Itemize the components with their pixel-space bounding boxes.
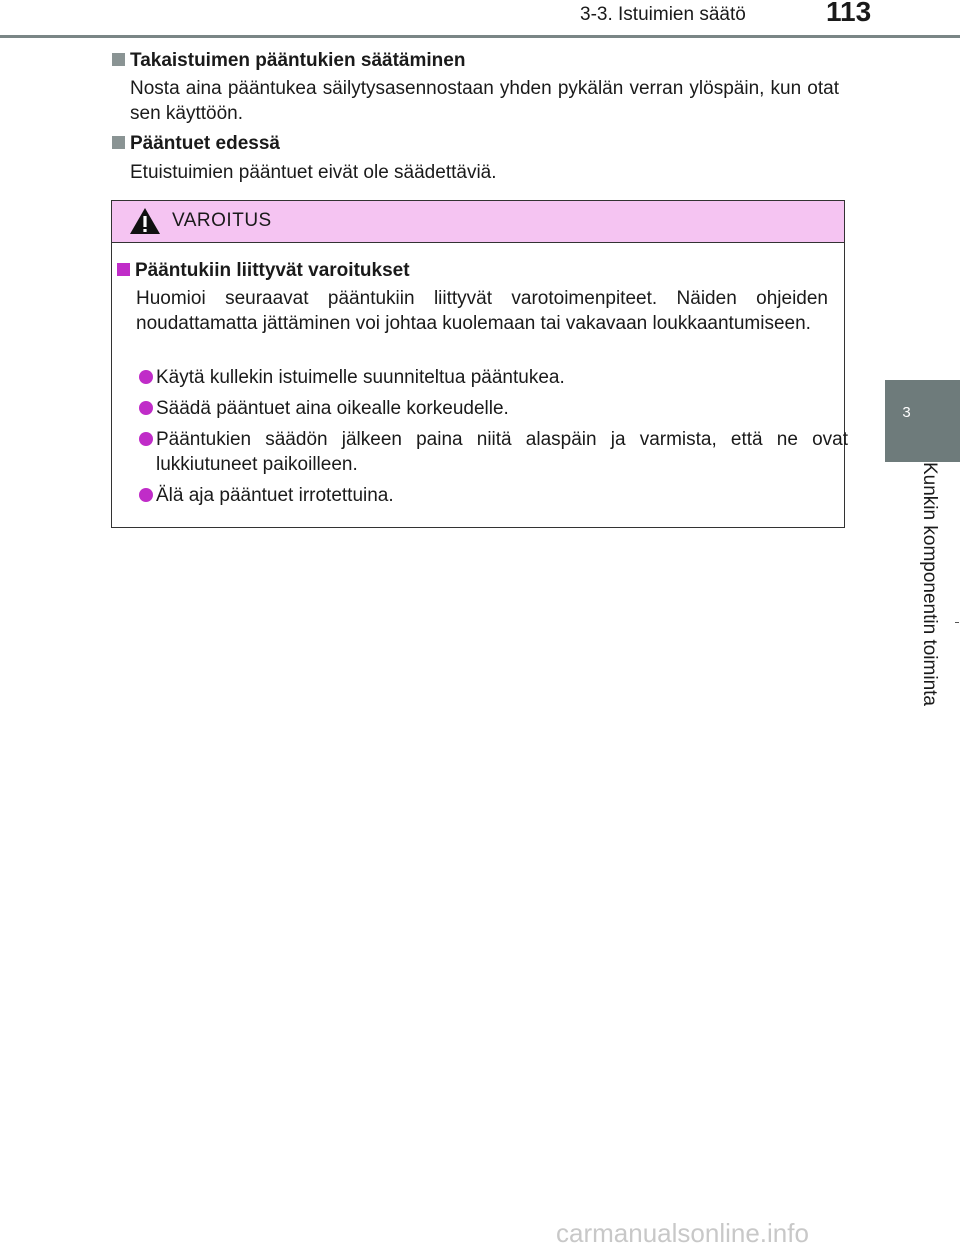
square-bullet-icon bbox=[117, 263, 130, 276]
warning-subheading-text: Pääntukiin liittyvät varoitukset bbox=[135, 260, 410, 281]
warning-box bbox=[111, 200, 848, 528]
section-heading bbox=[112, 133, 280, 155]
warning-triangle-icon bbox=[129, 207, 161, 235]
section-body: Nosta aina pääntukea säilytysasennostaan yhden pykälän verran ylöspäin, kun otat sen käyttöön. bbox=[130, 78, 839, 124]
square-bullet-icon bbox=[112, 53, 125, 66]
dot-bullet-icon bbox=[139, 370, 153, 384]
watermark: carmanualsonline.info bbox=[556, 1218, 809, 1248]
warning-title: VAROITUS bbox=[172, 210, 272, 231]
dot-bullet-icon bbox=[139, 401, 153, 415]
warning-bullet-text: Älä aja pääntuet irrotettuina. bbox=[156, 485, 394, 506]
section-title: 3-3. Istuimien säätö bbox=[580, 4, 746, 25]
warning-header bbox=[112, 201, 844, 243]
chapter-tab bbox=[885, 380, 960, 462]
chapter-title: Kunkin komponentin toiminta bbox=[919, 462, 940, 706]
section-body: Etuistuimien pääntuet eivät ole säädettäviä. bbox=[130, 162, 497, 183]
warning-bullet-text: Käytä kullekin istuimelle suunniteltua pääntukea. bbox=[156, 367, 565, 388]
dot-bullet-icon bbox=[139, 432, 153, 446]
warning-intro: Huomioi seuraavat pääntukiin liittyvät varotoimenpiteet. Näiden ohjeiden noudattamatta jättäminen voi johtaa kuolemaan tai vakavaan loukkaantumiseen. bbox=[136, 288, 828, 334]
warning-bullet bbox=[136, 427, 848, 477]
page-number: 113 bbox=[826, 0, 872, 27]
section-heading bbox=[112, 50, 465, 72]
warning-bullet bbox=[136, 365, 836, 390]
warning-subheading bbox=[117, 260, 410, 282]
chapter-number: 3 bbox=[902, 404, 911, 421]
header-rule bbox=[0, 35, 960, 38]
warning-bullet bbox=[136, 483, 836, 508]
edge-mark bbox=[955, 622, 959, 623]
square-bullet-icon bbox=[112, 136, 125, 149]
chapter-strip bbox=[885, 462, 960, 762]
warning-bullet bbox=[136, 396, 836, 421]
section-heading-text: Takaistuimen pääntukien säätäminen bbox=[130, 50, 466, 71]
warning-bullet-text: Säädä pääntuet aina oikealle korkeudelle. bbox=[156, 398, 509, 419]
warning-bullet-text: Pääntukien säädön jälkeen paina niitä alaspäin ja varmista, että ne ovat lukkiutuneet paikoilleen. bbox=[156, 429, 848, 475]
dot-bullet-icon bbox=[139, 488, 153, 502]
section-heading-text: Pääntuet edessä bbox=[130, 133, 280, 154]
